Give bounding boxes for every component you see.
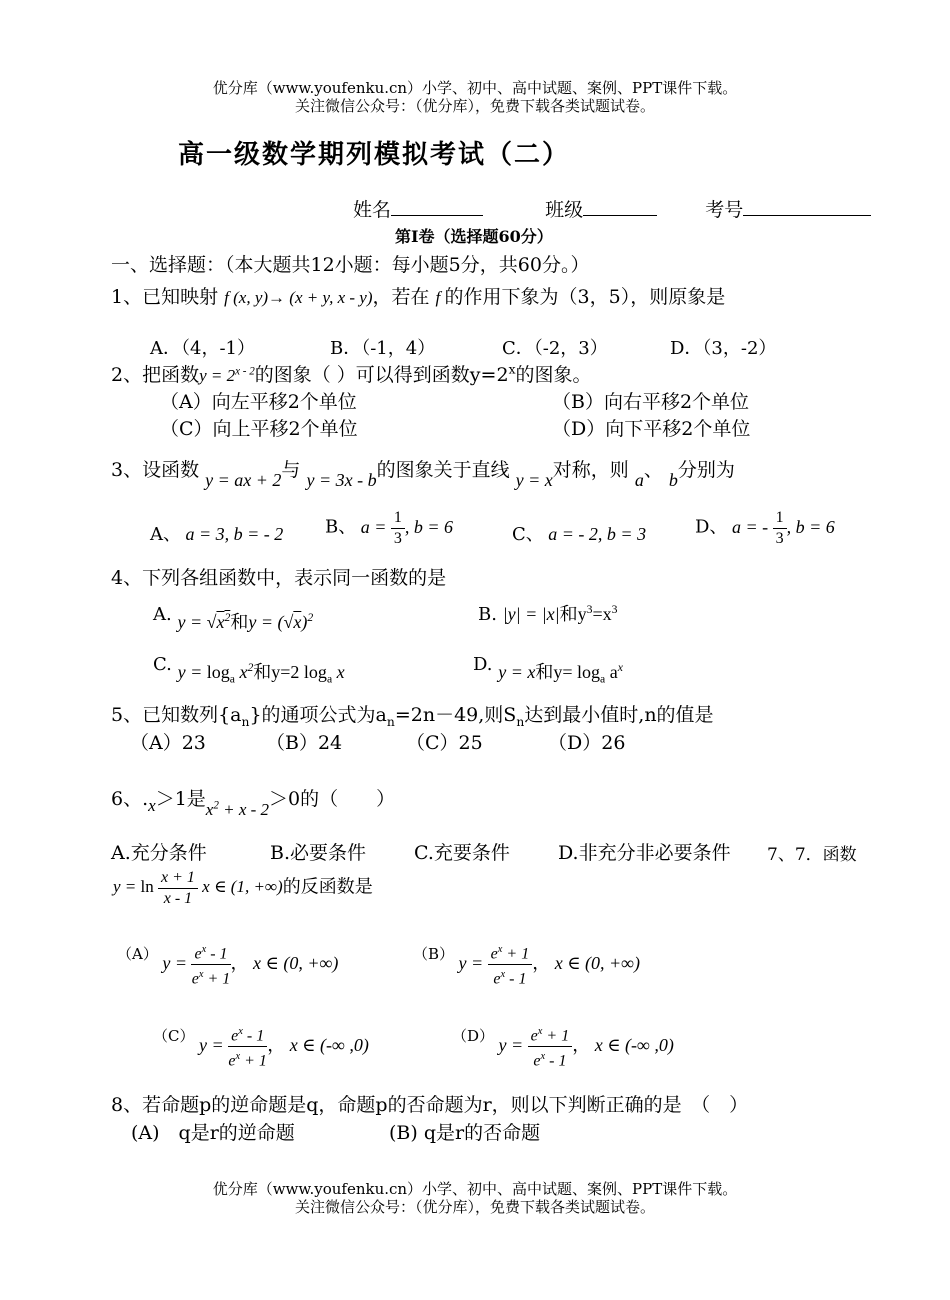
q5-sub-1: n [241,714,250,729]
q1-tail: 的作用下象为（3，5），则原象是 [444,286,726,308]
q3-lead: 3、设函数 [111,459,200,481]
q6-lead: 6、. [111,788,149,810]
q2-option-b: （B）向右平移2个单位 [552,391,750,413]
q4-label-c: C. [153,654,172,675]
q7-option-d [452,1012,674,1070]
q7-option-a [117,930,339,988]
q5-option-d: （D）26 [548,732,626,754]
q5-option-b: （B）24 [266,732,343,754]
q4-label-b: B. [478,604,497,625]
q5-sub-3: n [516,714,525,729]
q7-label-c: （C） [153,1026,195,1045]
q2-lead: 2、把函数 [111,364,200,386]
q4-label-d: D. [473,654,493,675]
q3-label-b: B、 [325,516,357,538]
q2-option-c: （C）向上平移2个单位 [160,418,358,440]
q7-function: y = ln $\frac{x + 1}{x - 1}$ x ∈ (1, +∞) [113,869,283,907]
class-blank[interactable] [583,199,657,216]
q7-lead: 7、7．函数 [767,845,857,865]
q1-lead: 1、已知映射 [111,286,219,308]
question-5 [111,700,714,729]
q7-b-formula: y = $\frac{e^x + 1}{e^x - 1}$ ， x ∈ (0, +∞) [454,953,640,973]
q1-option-c: C．（-2，3） [502,338,608,359]
part-title: 第Ⅰ卷（选择题60分） [395,227,553,246]
q5-option-a: （A）23 [130,732,206,754]
q4-option-a [153,600,314,632]
q6-x: x [148,796,156,815]
student-info [353,195,871,222]
q5-part-d: 达到最小值时,n的值是 [524,704,714,726]
q3-option-d [695,508,835,549]
q8-option-b: (B) q是r的否命题 [389,1122,541,1144]
q7-c-formula: y = $\frac{e^x - 1}{e^x + 1}$ ， x ∈ (-∞ ,0) [194,1035,368,1055]
q6-option-c: C.充要条件 [414,842,510,864]
q5-part-c: =2n－49,则S [394,704,517,726]
q3-label-a: A、 [150,524,181,545]
q4-a-formula: $y = √x^2$和$y = (√x)^2$ [177,611,314,632]
question-6 [111,784,396,819]
q7-label-b: （B） [413,944,455,963]
q3-option-b [325,508,453,549]
q3-sym: 对称，则 [552,459,629,481]
q5-option-c: （C）25 [406,732,483,754]
q2-tail: 的图象（ ）可以得到函数y=2 [254,364,509,386]
q1-f-symbol: f [435,288,445,307]
q3-f2: y = 3x - b [306,470,377,490]
section-heading: 一、选择题：（本大题共12小题：每小题5分，共60分。） [111,254,590,276]
header-line-1: 优分库（www.youfenku.cn）小学、初中、高中试题、案例、PPT课件下载。 [212,79,738,97]
q1-mapping-formula: f (x, y)→ (x + y, x - y) [224,288,373,307]
exam-no-blank[interactable] [743,199,871,216]
q3-f1: y = ax + 2 [205,470,282,490]
q4-option-c [153,650,345,686]
q4-c-formula: $y = \log_a x^2$和y=2 $\log_a x$ [177,661,345,686]
class-label: 班级 [545,199,584,221]
exam-title: 高一级数学期列模拟考试（二） [178,140,571,170]
footer-line-2: 关注微信公众号：（优分库），免费下载各类试题试卷。 [294,1198,655,1216]
q7-label-a: （A） [117,944,158,963]
header-line-2: 关注微信公众号：（优分库），免费下载各类试题试卷。 [294,97,655,115]
q1-option-a: A．（4，-1） [150,338,255,359]
q3-c-formula: a = - 2, b = 3 [543,524,647,544]
q5-part-a: 5、已知数列{a [111,704,242,726]
q5-part-b: }的通项公式为a [249,704,387,726]
question-2 [111,360,592,387]
q2-tail-end: 的图象。 [515,364,592,386]
q4-option-b [478,600,617,626]
q3-b: b [668,470,678,490]
q3-d-formula: a = - $\frac{1}{3}$ , b = 6 [727,509,835,547]
q7-option-b [413,930,640,988]
question-1 [111,282,725,309]
q2-option-a: （A）向左平移2个单位 [160,391,357,413]
q3-a: a [634,470,644,490]
q6-option-b: B.必要条件 [270,842,367,864]
q1-option-b: B．（-1，4） [330,338,436,359]
q3-tail: 分别为 [677,459,735,481]
q6-gt0: ＞0的（ ） [269,788,396,810]
q8-option-a: (A) q是r的逆命题 [131,1122,295,1144]
question-8: 8、若命题p的逆命题是q，命题p的否命题为r，则以下判断正确的是 （ ） [111,1094,749,1116]
exam-no-label: 考号 [705,199,744,221]
q2-option-d: （D）向下平移2个单位 [552,418,751,440]
q3-line: y = x [515,470,553,490]
q1-option-d: D．（3，-2） [670,338,777,359]
question-3 [111,455,735,490]
q3-mid: 的图象关于直线 [376,459,510,481]
q1-mid: ，若在 [372,286,430,308]
q7-option-c [153,1012,369,1070]
q3-b-formula: a = $\frac{1}{3}$ , b = 6 [356,509,454,547]
name-blank[interactable] [391,199,483,216]
q7-a-formula: y = $\frac{e^x - 1}{e^x + 1}$ ， x ∈ (0, +∞) [158,953,338,973]
q6-option-a: A.充分条件 [111,842,207,864]
q3-sep: 、 [643,459,663,481]
q7-d-formula: y = $\frac{e^x + 1}{e^x - 1}$ ， x ∈ (-∞ ,0) [494,1035,674,1055]
question-7 [113,868,373,909]
q7-tail: 的反函数是 [282,876,373,898]
q4-label-a: A. [153,604,172,625]
question-4: 4、下列各组函数中，表示同一函数的是 [111,567,447,589]
q6-option-d: D.非充分非必要条件 [558,842,731,864]
q4-b-formula: |y| = |x|和$y^3=x^3$ [502,603,618,624]
q3-label-d: D、 [695,516,728,538]
footer-line-1: 优分库（www.youfenku.cn）小学、初中、高中试题、案例、PPT课件下载。 [212,1180,738,1198]
q4-option-d [473,650,623,686]
q7-label-d: （D） [452,1026,495,1045]
q3-option-a [150,520,283,546]
q2-formula: $y = 2^{x - 2}$ [199,365,255,385]
q4-d-formula: y = x和$y= \log_a a^x$ [498,661,623,686]
q3-label-c: C、 [512,524,544,545]
q6-gt1: ＞1是 [155,788,206,810]
q6-poly: $x^2 + x - 2$ [205,799,270,819]
name-label: 姓名 [353,199,392,221]
q2-tail-sup: x [508,362,516,377]
q3-a-formula: a = 3, b = - 2 [181,524,284,544]
q3-with: 与 [281,459,301,481]
q5-sub-2: n [386,714,395,729]
q3-option-c [512,520,646,546]
